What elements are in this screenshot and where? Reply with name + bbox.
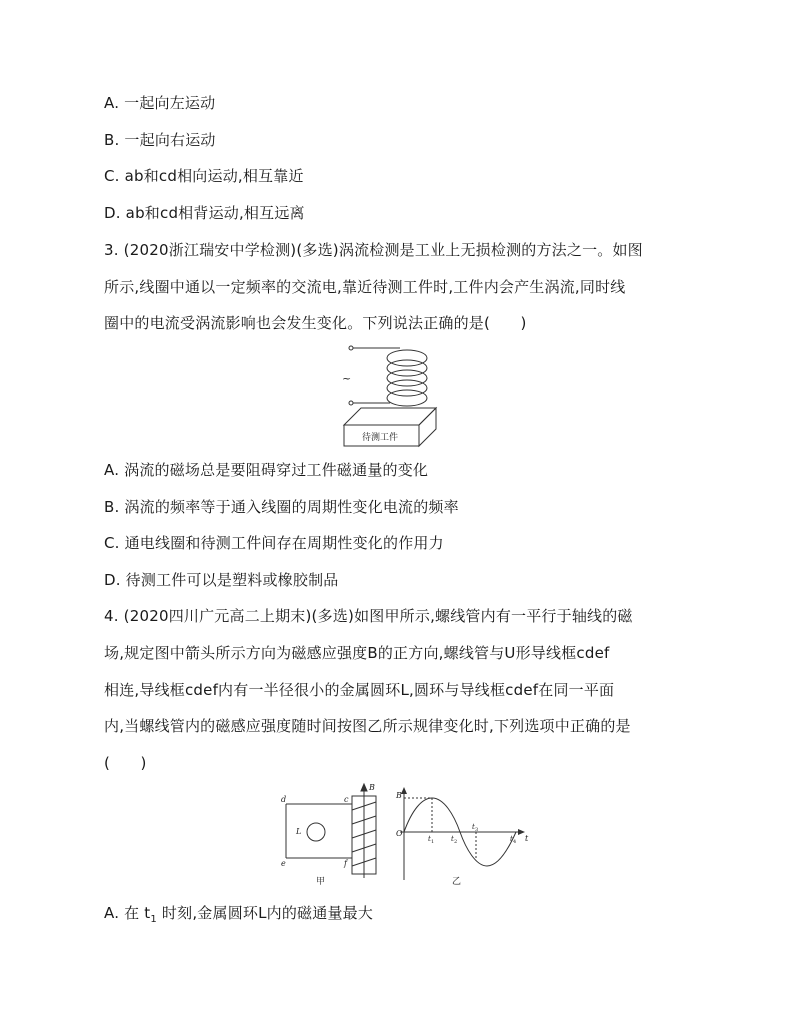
solenoid-figures bbox=[272, 780, 537, 888]
q4-option-a-prefix: A. 在 t bbox=[104, 904, 151, 922]
terminal-top bbox=[349, 346, 353, 350]
label-ring-l: L bbox=[296, 827, 302, 836]
workpiece-label: 待测工件 bbox=[362, 433, 399, 443]
q2-option-a: A. 一起向左运动 bbox=[104, 94, 216, 112]
label-t2: t bbox=[451, 835, 454, 843]
q3-option-d: D. 待测工件可以是塑料或橡胶制品 bbox=[104, 571, 339, 589]
solenoid bbox=[352, 784, 376, 878]
label-t3: t bbox=[472, 823, 475, 831]
b-axis-arrow-icon bbox=[401, 787, 407, 794]
t-axis-arrow-icon bbox=[518, 829, 525, 835]
label-t1: t bbox=[428, 835, 431, 843]
terminal-bottom bbox=[349, 401, 353, 405]
q3-option-c: C. 通电线圈和待测工件间存在周期性变化的作用力 bbox=[104, 534, 444, 552]
q4-stem-line-3: 相连,导线框cdef内有一半径很小的金属圆环L,圆环与导线框cdef在同一平面 bbox=[104, 681, 615, 699]
label-axis-b: B bbox=[396, 791, 402, 800]
label-c: c bbox=[344, 795, 349, 804]
q3-stem-line-2: 所示,线圈中通以一定频率的交流电,靠近待测工件时,工件内会产生涡流,同时线 bbox=[104, 278, 626, 296]
label-t4-sub: 4 bbox=[513, 839, 517, 845]
q2-option-c: C. ab和cd相向运动,相互靠近 bbox=[104, 167, 304, 185]
q2-option-d: D. ab和cd相背运动,相互远离 bbox=[104, 204, 305, 222]
ac-symbol: ~ bbox=[342, 372, 352, 385]
label-origin: O bbox=[396, 829, 403, 838]
caption-jia: 甲 bbox=[316, 877, 326, 887]
metal-ring-l bbox=[307, 823, 325, 841]
q3-stem-line-3: 圈中的电流受涡流影响也会发生变化。下列说法正确的是( ) bbox=[104, 314, 527, 332]
field-arrow-icon bbox=[361, 784, 367, 791]
label-t2-sub: 2 bbox=[454, 839, 458, 845]
q4-option-a-sub: 1 bbox=[150, 914, 157, 925]
q4-stem-line-1: 4. (2020四川广元高二上期末)(多选)如图甲所示,螺线管内有一平行于轴线的磁 bbox=[104, 607, 633, 625]
label-t4: t bbox=[510, 835, 513, 843]
label-d: d bbox=[281, 795, 287, 804]
q3-option-b: B. 涡流的频率等于通入线圈的周期性变化电流的频率 bbox=[104, 498, 459, 516]
label-t3-sub: 3 bbox=[475, 827, 479, 833]
caption-yi: 乙 bbox=[452, 877, 462, 887]
q2-option-b: B. 一起向右运动 bbox=[104, 131, 216, 149]
eddy-current-figure bbox=[330, 340, 450, 455]
q4-option-a-suffix: 时刻,金属圆环L内的磁通量最大 bbox=[156, 904, 374, 922]
q4-stem-line-2: 场,规定图中箭头所示方向为磁感应强度B的正方向,螺线管与U形导线框cdef bbox=[104, 644, 610, 662]
label-field-b: B bbox=[369, 783, 375, 792]
q4-option-a bbox=[104, 903, 373, 930]
coil-loops bbox=[387, 350, 427, 406]
label-e: e bbox=[281, 859, 286, 868]
q4-stem-line-4: 内,当螺线管内的磁感应强度随时间按图乙所示规律变化时,下列选项中正确的是 bbox=[104, 717, 631, 735]
q3-stem-line-1: 3. (2020浙江瑞安中学检测)(多选)涡流检测是工业上无损检测的方法之一。如图 bbox=[104, 241, 643, 259]
q3-option-a: A. 涡流的磁场总是要阻碍穿过工件磁通量的变化 bbox=[104, 461, 429, 479]
q4-stem-line-5: ( ) bbox=[104, 754, 147, 772]
label-f: f bbox=[344, 859, 347, 868]
label-axis-t: t bbox=[525, 834, 529, 843]
label-t1-sub: 1 bbox=[431, 839, 435, 845]
